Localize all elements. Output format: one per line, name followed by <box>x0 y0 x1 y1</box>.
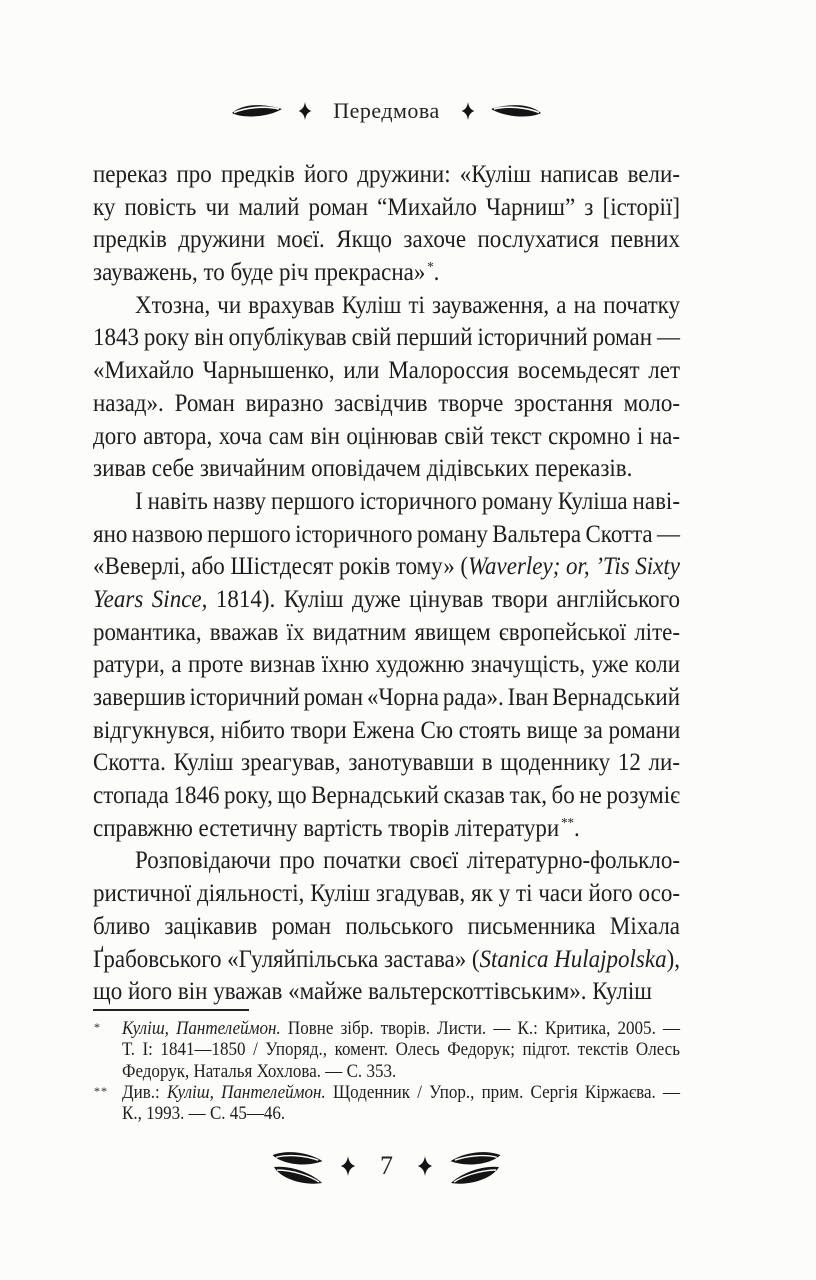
text-line: що його він уважав «майже вальтерскоттівським». Куліш <box>93 978 652 1006</box>
text-line: романтика, вважав їх видатним явищем європейської літе- <box>93 618 681 646</box>
double-leaf-flourish-left-icon <box>272 1145 324 1187</box>
text-line: яно назвою першого історичного роману Вальтера Скотта — <box>93 520 681 548</box>
paragraph <box>93 486 680 846</box>
footnote-marker: * <box>94 1020 101 1034</box>
footnote <box>93 1019 680 1083</box>
text-line: стопада 1846 року, що Вернадський сказав так, бо не розуміє <box>93 782 681 810</box>
text-line: переказ про предків його дружини: «Куліш написав вели- <box>93 161 681 188</box>
text-line: назад». Роман виразно засвідчив творче зростання моло- <box>93 389 681 417</box>
paragraph <box>93 290 680 486</box>
text-line: ристичної діяльності, Куліш згадував, як у ті часи його осо- <box>93 880 681 908</box>
text-line: Розповідаючи про початки своєї літературно-фолькло- <box>135 847 680 875</box>
text-line: ратури, а проте визнав їхню художню значущість, уже коли <box>93 651 681 679</box>
chapter-header <box>93 96 680 126</box>
text-line: «Михайло Чарнышенко, или Малороссия восемьдесят лет <box>93 357 681 385</box>
text-line: зауважень, то буде річ прекрасна» *. <box>93 259 440 287</box>
text-line: «Веверлі, або Шістдесят років тому» (Waverley; or, ’Tis Sixty <box>93 553 681 581</box>
leaf-flourish-left-icon <box>231 101 283 121</box>
four-point-star-right-icon <box>417 1156 433 1176</box>
leaf-flourish-right-icon <box>490 101 542 121</box>
text-line: Див.: Куліш, Пантелеймон. Щоденник / Упор., прим. Сергія Кіржаєва. — <box>122 1082 681 1103</box>
text-line: бливо зацікавив роман польського письменника Міхала <box>93 912 681 940</box>
text-line: відгукнувся, нібито твори Ежена Сю стоять вище за романи <box>93 716 681 744</box>
text-line: Федорук, Наталья Хохлова. — С. 353. <box>122 1061 397 1082</box>
text-line: дого автора, хоча сам він оцінював свій текст скромно і на- <box>93 422 680 450</box>
text-line: справжню естетичну вартість творів літератури **. <box>93 814 580 842</box>
text-line: зивав себе звичайним оповідачем дідівських переказів. <box>93 455 633 483</box>
text-line: І навіть назву першого історичного роману Куліша наві- <box>135 487 680 515</box>
body-text <box>93 159 680 1009</box>
text-line: Years Since, 1814). Куліш дуже цінував твори англійського <box>93 585 680 613</box>
text-line: завершив історичний роман «Чорна рада». Іван Вернадський <box>93 684 681 711</box>
paragraph <box>93 845 680 1008</box>
chapter-title: Передмова <box>333 98 440 123</box>
paragraph <box>93 159 680 290</box>
text-line: Скотта. Куліш зреагував, занотувавши в щоденнику 12 ли- <box>93 749 681 777</box>
double-leaf-flourish-right-icon <box>449 1145 501 1187</box>
text-line: Ґрабовського «Гуляйпільська застава» (Stanica Hulajpolska), <box>93 945 681 973</box>
footnote-marker: ** <box>94 1083 108 1098</box>
four-point-star-left-icon <box>298 102 312 120</box>
four-point-star-right-icon <box>461 102 475 120</box>
text-line: 1843 року він опублікував свій перший історичний роман — <box>93 324 681 352</box>
text-line: Т. І: 1841—1850 / Упоряд., комент. Олесь Федорук; підгот. текстів Олесь <box>122 1040 681 1061</box>
footnote <box>93 1083 680 1126</box>
footnote-separator <box>93 1009 249 1011</box>
footnotes <box>93 1019 680 1125</box>
page-number: 7 <box>380 1151 393 1180</box>
text-line: К., 1993. — С. 45—46. <box>122 1104 286 1125</box>
four-point-star-left-icon <box>340 1156 356 1176</box>
text-line: Хтозна, чи врахував Куліш ті зауваження, а на початку <box>135 291 680 319</box>
text-line: ку повість чи малий роман “Михайло Чарниш” з [історії] <box>93 193 680 221</box>
text-line: Куліш, Пантелеймон. Повне зібр. творів. Листи. — К.: Критика, 2005. — <box>122 1019 681 1039</box>
text-line: предків дружини моєї. Якщо захоче послухатися певних <box>93 226 680 254</box>
page-footer <box>93 1142 680 1190</box>
